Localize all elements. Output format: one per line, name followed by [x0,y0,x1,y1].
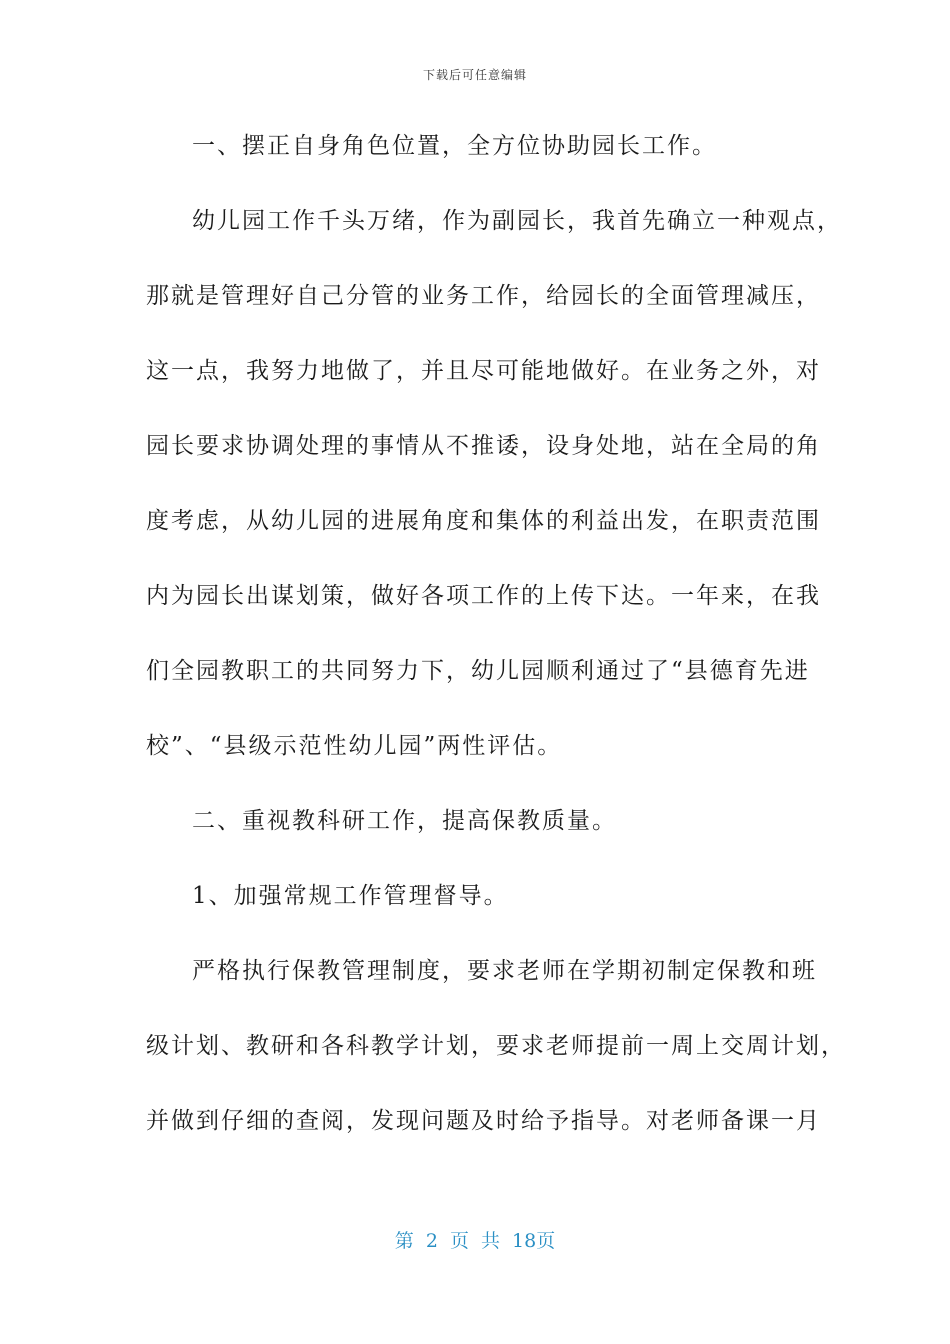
subsection-heading: 1、加强常规工作管理督导。 [192,883,509,909]
paragraph-line: 这一点，我努力地做了，并且尽可能地做好。在业务之外，对 [146,358,821,384]
paragraph-line: 内为园长出谋划策，做好各项工作的上传下达。一年来，在我 [146,583,821,609]
paragraph-line: 级计划、教研和各科教学计划，要求老师提前一周上交周计划， [146,1033,846,1059]
document-body [146,124,846,1174]
paragraph-line: 园长要求协调处理的事情从不推诿，设身处地，站在全局的角 [146,433,821,459]
page-number: 第 2 页 共 18页 [394,1230,556,1252]
paragraph-line: 们全园教职工的共同努力下，幼儿园顺利通过了“县德育先进 [146,658,810,684]
paragraph-line: 校”、“县级示范性幼儿园”两性评估。 [146,733,563,759]
paragraph-line: 度考虑，从幼儿园的进展角度和集体的利益出发，在职责范围 [146,508,821,534]
section-heading-1: 一、摆正自身角色位置，全方位协助园长工作。 [192,133,717,159]
header-note: 下载后可任意编辑 [422,68,527,82]
section-heading-2: 二、重视教科研工作，提高保教质量。 [192,808,617,834]
paragraph-line: 那就是管理好自己分管的业务工作，给园长的全面管理减压， [146,283,821,309]
paragraph-line: 幼儿园工作千头万绪，作为副园长，我首先确立一种观点， [192,208,842,234]
paragraph-line: 并做到仔细的查阅，发现问题及时给予指导。对老师备课一月 [146,1108,821,1134]
paragraph-line: 严格执行保教管理制度，要求老师在学期初制定保教和班 [192,958,817,984]
